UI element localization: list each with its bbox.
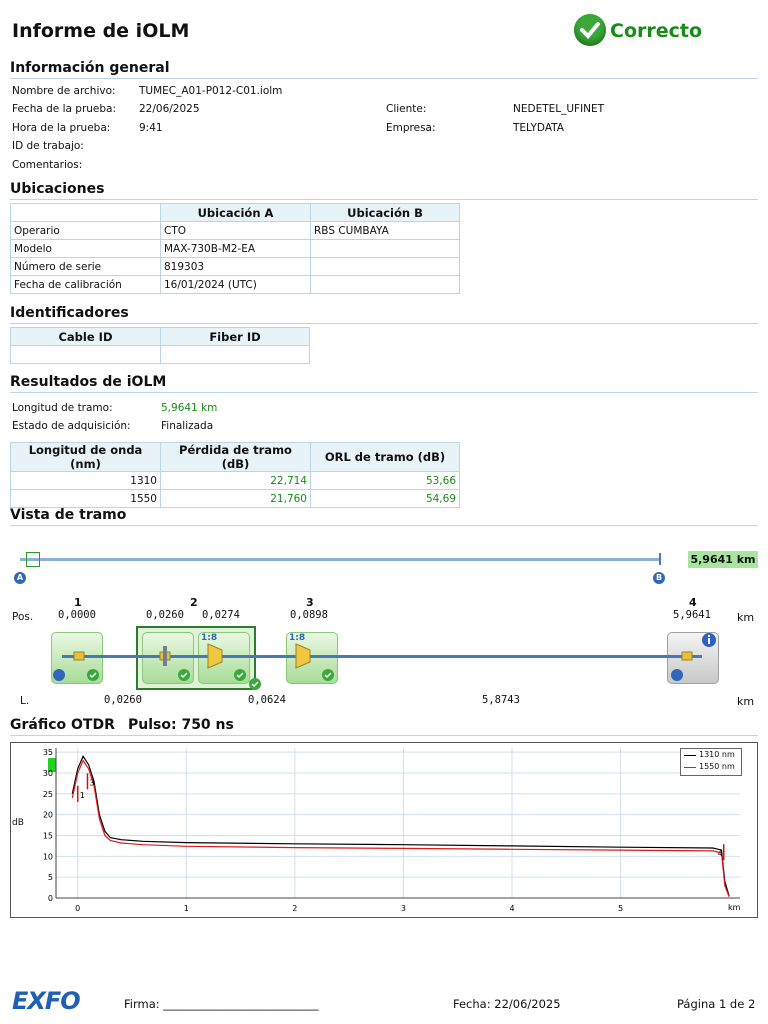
event-label: 3 (89, 778, 95, 788)
client-value: NEDETEL_UFINET (513, 103, 605, 115)
wavelength-cell: 1550 (11, 490, 161, 508)
y-tick-label: 30 (42, 769, 53, 778)
footer-date: Fecha: 22/06/2025 (453, 997, 561, 1011)
section-general-heading: Información general (10, 60, 170, 76)
element-position: 0,0260 (146, 609, 184, 621)
date-label: Fecha de la prueba: (12, 103, 117, 115)
span-length-label: Longitud de tramo: (12, 402, 113, 414)
col-fiber-id: Fiber ID (161, 328, 310, 346)
signature-line: Firma: ___________________________ (124, 997, 319, 1011)
series-line-1550nm (72, 761, 729, 897)
section-length: 0,0260 (104, 694, 142, 706)
element-number: 3 (306, 596, 314, 609)
col-location-a: Ubicación A (161, 204, 311, 222)
marker-a-icon: A (14, 572, 26, 584)
row-label: Operario (11, 222, 161, 240)
length-unit: km (737, 695, 755, 708)
legend-swatch-1310 (684, 755, 696, 756)
wavelength-cell: 1310 (11, 472, 161, 490)
row-label: Fecha de calibración (11, 276, 161, 294)
length-label: L. (20, 695, 30, 707)
x-tick-label: 3 (400, 904, 406, 913)
date-value: 22/06/2025 (139, 103, 200, 115)
y-tick-label: 20 (42, 810, 53, 820)
legend-label: 1310 nm (699, 750, 735, 759)
page-number: Página 1 de 2 (677, 997, 756, 1011)
col-span-orl: ORL de tramo (dB) (311, 443, 460, 472)
acquisition-state-value: Finalizada (161, 420, 214, 432)
otdr-ylabel: dB (12, 818, 24, 828)
y-tick-label: 5 (47, 873, 53, 883)
span-length-value: 5,9641 km (161, 402, 218, 414)
orl-cell: 53,66 (311, 472, 460, 490)
section-locations-heading: Ubicaciones (10, 181, 105, 197)
comments-label: Comentarios: (12, 159, 83, 171)
company-label: Empresa: (386, 122, 436, 134)
element-position: 0,0000 (58, 609, 96, 621)
otdr-heading: Gráfico OTDR (10, 717, 115, 733)
loss-cell: 22,714 (161, 472, 311, 490)
cell-a: MAX-730B-M2-EA (161, 240, 311, 258)
element-number: 4 (689, 596, 697, 609)
col-span-loss: Pérdida de tramo (dB) (161, 443, 311, 472)
y-tick-label: 10 (42, 852, 53, 862)
section-length: 5,8743 (482, 694, 520, 706)
report-title: Informe de iOLM (12, 20, 190, 42)
x-axis-unit: km (728, 903, 741, 912)
time-value: 9:41 (139, 122, 163, 134)
section-span-view-heading: Vista de tramo (10, 507, 127, 523)
status-label: Correcto (610, 20, 703, 42)
loss-cell: 21,760 (161, 490, 311, 508)
y-tick-label: 15 (42, 831, 53, 841)
col-cable-id: Cable ID (11, 328, 161, 346)
splitter-ratio: 1:8 (201, 633, 218, 643)
series-line-1310nm (72, 756, 729, 896)
x-tick-label: 2 (292, 904, 298, 913)
file-label: Nombre de archivo: (12, 85, 116, 97)
element-position: 0,0898 (290, 609, 328, 621)
row-label: Modelo (11, 240, 161, 258)
col-wavelength: Longitud de onda (nm) (11, 443, 161, 472)
marker-b-icon: B (653, 572, 665, 584)
splitter-ratio: 1:8 (289, 633, 306, 643)
cell-a: 16/01/2024 (UTC) (161, 276, 311, 294)
y-tick-label: 35 (42, 748, 53, 758)
file-value: TUMEC_A01-P012-C01.iolm (139, 85, 283, 97)
acquisition-state-label: Estado de adquisición: (12, 420, 131, 432)
col-location-b: Ubicación B (311, 204, 460, 222)
legend-swatch-1550 (684, 767, 696, 768)
element-position: 5,9641 (673, 609, 711, 621)
element-number: 1 (74, 596, 82, 609)
section-length: 0,0624 (248, 694, 286, 706)
legend-label: 1550 nm (699, 762, 735, 771)
span-total-badge: 5,9641 km (688, 551, 758, 568)
job-id-label: ID de trabajo: (12, 140, 84, 152)
x-tick-label: 4 (509, 904, 515, 913)
y-tick-label: 25 (42, 789, 53, 799)
position-unit: km (737, 611, 755, 624)
company-value: TELYDATA (513, 122, 564, 134)
time-label: Hora de la prueba: (12, 122, 111, 134)
exfo-logo: EXFO (12, 987, 80, 1015)
element-position: 0,0274 (202, 609, 240, 621)
element-number: 2 (190, 596, 198, 609)
orl-cell: 54,69 (311, 490, 460, 508)
section-identifiers-heading: Identificadores (10, 305, 129, 321)
event-label: 4 (717, 849, 723, 859)
cell-b: RBS CUMBAYA (311, 222, 460, 240)
otdr-pulse: Pulso: 750 ns (128, 717, 234, 733)
x-tick-label: 1 (183, 904, 189, 913)
section-results-heading: Resultados de iOLM (10, 374, 167, 390)
row-label: Número de serie (11, 258, 161, 276)
position-label: Pos. (12, 611, 34, 623)
cell-a: CTO (161, 222, 311, 240)
x-tick-label: 5 (618, 904, 624, 913)
cell-a: 819303 (161, 258, 311, 276)
event-label: 1 (79, 790, 85, 800)
chart-legend (680, 748, 742, 776)
y-tick-label: 0 (47, 894, 53, 903)
client-label: Cliente: (386, 103, 427, 115)
x-tick-label: 0 (75, 904, 81, 913)
